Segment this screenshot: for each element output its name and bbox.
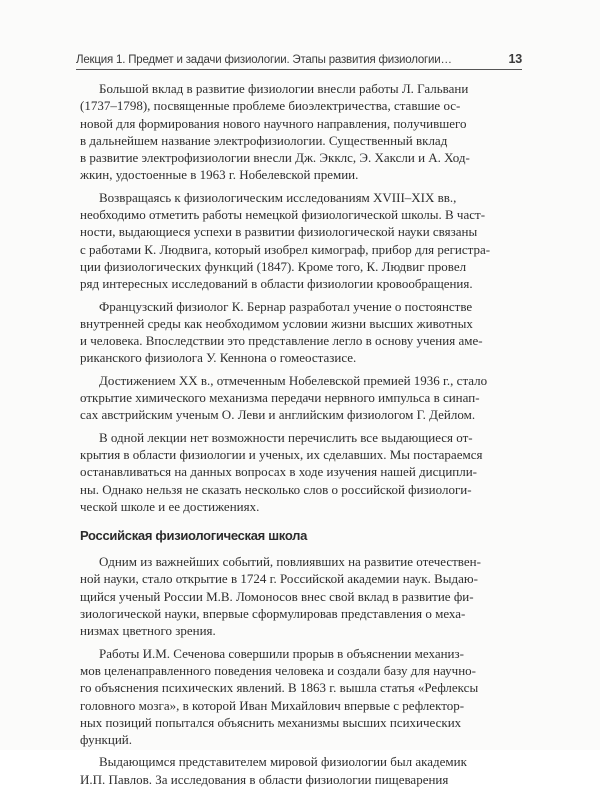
text-line: крытия в области физиологии и ученых, их сделавших. Мы постараемся <box>80 446 483 462</box>
text-line: новой для формирования нового научного направления, получившего <box>80 115 467 131</box>
running-head <box>76 46 522 66</box>
text-line: ны. Однако нельзя не сказать несколько слов о российской физиологи- <box>80 481 472 497</box>
text-line: Выдающимся представителем мировой физиологии был академик <box>99 754 467 770</box>
text-line: ции физиологических функций (1847). Кроме того, К. Людвиг провел <box>80 258 467 274</box>
text-line: открытие химического механизма передачи нервного импульса в синап- <box>80 390 480 406</box>
text-line: низмах цветного зрения. <box>80 623 216 639</box>
text-line: Большой вклад в развитие физиологии внесли работы Л. Гальвани <box>99 81 469 96</box>
text-line: ности, выдающиеся успехи в развитии физиологической науки связаны <box>80 224 478 240</box>
body-text-part1 <box>80 80 520 515</box>
text-line: И.П. Павлов. За исследования в области физиологии пищеварения <box>80 771 449 787</box>
paragraph <box>80 753 520 788</box>
page-body <box>80 80 520 788</box>
header-rule <box>76 69 522 70</box>
text-line: зиологической науки, впервые сформулировав представления о меха- <box>80 606 466 622</box>
text-line: Достижением XX в., отмеченным Нобелевской премией 1936 г., стало <box>99 372 488 388</box>
text-line: Одним из важнейших событий, повлиявших на развитие отечествен- <box>99 554 481 570</box>
text-line: мов целенаправленного поведения человека и создали базу для научно- <box>80 662 476 678</box>
text-line: (1737–1798), посвященные проблеме биоэлектричества, ставшие ос- <box>80 98 461 114</box>
text-line: останавливаться на данных вопросах в ходе изучения нашей дисципли- <box>80 464 478 480</box>
text-line: сах австрийским ученым О. Леви и английским физиологом Г. Дейлом. <box>80 407 476 423</box>
text-line: в дальнейшем название электрофизиологии. Существенный вклад <box>80 132 448 148</box>
text-line: Возвращаясь к физиологическим исследованиям XVIII–XIX вв., <box>99 189 457 205</box>
text-line: Французский физиолог К. Бернар разработал учение о постоянстве <box>99 298 473 314</box>
text-line: жкин, удостоенные в 1963 г. Нобелевской премии. <box>80 167 359 183</box>
body-text-part2 <box>80 553 520 788</box>
text-line: В одной лекции нет возможности перечислить все выдающиеся от- <box>99 429 473 445</box>
text-line: щийся ученый России М.В. Ломоносов внес свой вклад в развитие фи- <box>80 588 474 604</box>
text-line: ряд интересных исследований в области физиологии кровообращения. <box>80 276 473 292</box>
paragraph <box>80 429 520 515</box>
text-line: Работы И.М. Сеченова совершили прорыв в объяснении механиз- <box>99 645 464 661</box>
text-line: ческой школе и ее достижениях. <box>80 498 260 514</box>
text-line: го объяснения психических явлений. В 1863 г. вышла статья «Рефлексы <box>80 680 479 696</box>
running-head-title: Лекция 1. Предмет и задачи физиологии. Этапы развития физиологии… <box>76 54 452 66</box>
paragraph <box>80 372 520 424</box>
paragraph <box>80 645 520 749</box>
text-line: головного мозга», в которой Иван Михайлович впервые с рефлектор- <box>80 697 465 713</box>
page-number: 13 <box>508 52 522 66</box>
text-line: с работами К. Людвига, который изобрел кимограф, прибор для регистра- <box>80 241 491 257</box>
paragraph <box>80 80 520 184</box>
text-line: риканского физиолога У. Кеннона о гомеостазисе. <box>80 350 357 366</box>
paragraph <box>80 553 520 639</box>
text-line: в развитие электрофизиологии внесли Дж. Экклс, Э. Хаксли и А. Ход- <box>80 150 470 166</box>
text-line: ных позиций попытался объяснить механизмы высших психических <box>80 714 462 730</box>
text-line: необходимо отметить работы немецкой физиологической школы. В част- <box>80 207 486 223</box>
text-line: и человека. Впоследствии это представление легло в основу учения аме- <box>80 333 483 349</box>
text-line: внутренней среды как необходимом условии жизни высших животных <box>80 315 473 331</box>
paragraph <box>80 189 520 293</box>
section-heading: Российская физиологическая школа <box>80 528 308 544</box>
text-line: ной науки, стало открытие в 1724 г. Российской академии наук. Выдаю- <box>80 571 478 587</box>
text-line: функций. <box>80 732 132 748</box>
paragraph <box>80 298 520 367</box>
